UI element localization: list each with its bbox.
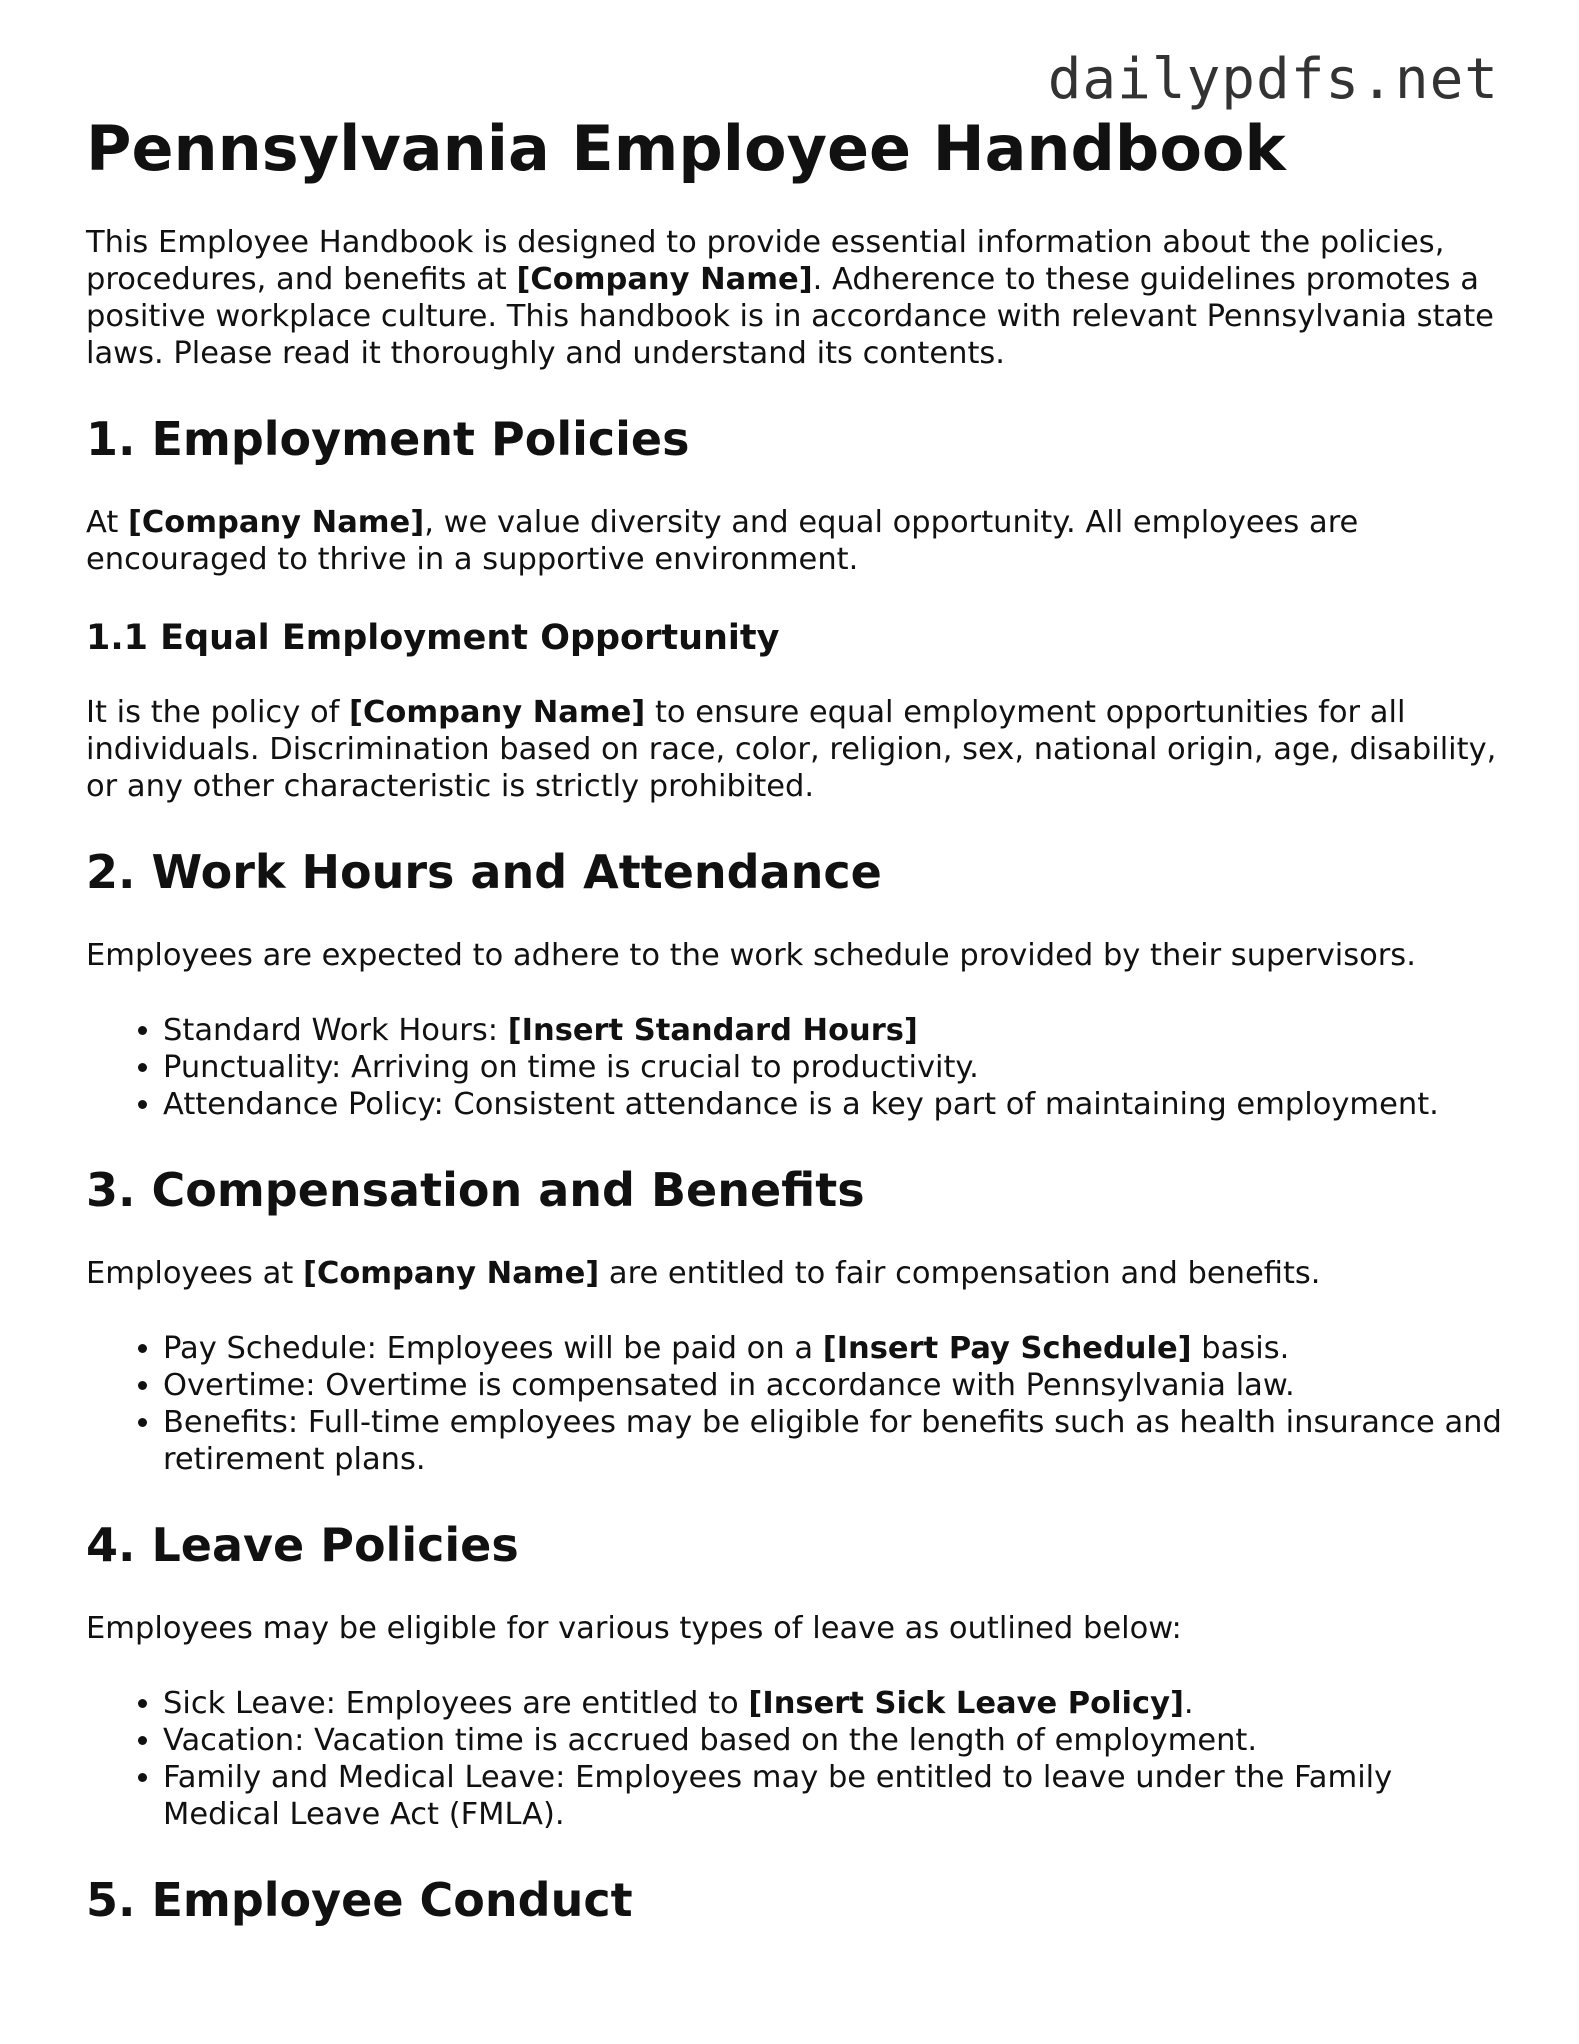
paragraph-text: It is the policy of — [86, 695, 350, 730]
list-item — [163, 1086, 1506, 1123]
paragraph-text: to ensure equal employment opportunities for all individuals. Discrimination based on race, color, religion, sex, national origin, age, disability, or any other characteristic is strictly prohibited. — [86, 695, 1497, 804]
leave-policies-paragraph: Employees may be eligible for various types of leave as outlined below: — [86, 1611, 1182, 1646]
section-heading-employee-conduct: 5. Employee Conduct — [86, 1873, 633, 1927]
paragraph-text: Employees at — [86, 1256, 303, 1291]
paragraph-text: are entitled to fair compensation and benefits. — [599, 1256, 1321, 1291]
section-heading-work-hours: 2. Work Hours and Attendance — [86, 845, 882, 899]
company-name-placeholder: [Company Name] — [516, 262, 813, 297]
section-heading-compensation: 3. Compensation and Benefits — [86, 1163, 865, 1217]
compensation-list — [86, 1330, 1506, 1478]
pay-schedule-placeholder: [Insert Pay Schedule] — [822, 1331, 1192, 1366]
standard-hours-placeholder: [Insert Standard Hours] — [507, 1013, 918, 1048]
sick-leave-placeholder: [Insert Sick Leave Policy] — [748, 1686, 1184, 1721]
list-item — [163, 1759, 1506, 1833]
list-item-text: Punctuality: Arriving on time is crucial to productivity. — [163, 1050, 979, 1085]
subsection-heading-equal-employment: 1.1 Equal Employment Opportunity — [86, 618, 780, 658]
list-item — [163, 1367, 1506, 1404]
list-item-text: Pay Schedule: Employees will be paid on a — [163, 1331, 823, 1366]
company-name-placeholder: [Company Name] — [127, 505, 425, 540]
list-item — [163, 1012, 1506, 1049]
watermark: dailypdfs.net — [1047, 47, 1499, 112]
list-item-text: . — [1183, 1686, 1194, 1721]
list-item-text: Standard Work Hours: — [163, 1013, 508, 1048]
compensation-paragraph — [86, 1255, 1506, 1292]
company-name-placeholder: [Company Name] — [349, 695, 646, 730]
leave-policies-list — [86, 1685, 1506, 1833]
section-heading-leave-policies: 4. Leave Policies — [86, 1518, 519, 1572]
list-item — [163, 1404, 1506, 1478]
list-item-text: Overtime: Overtime is compensated in accordance with Pennsylvania law. — [163, 1368, 1295, 1403]
document-page — [86, 108, 1506, 1965]
section-heading-employment-policies: 1. Employment Policies — [86, 412, 690, 466]
list-item-text: basis. — [1191, 1331, 1290, 1366]
employment-policies-paragraph — [86, 504, 1506, 578]
intro-text-after: . Adherence to these guidelines promotes a positive workplace culture. This handbook is in accordance with relevant Pennsylvania state laws. Please read it thoroughly and understand its contents. — [86, 262, 1494, 371]
company-name-placeholder: [Company Name] — [303, 1256, 600, 1291]
list-item-text: Family and Medical Leave: Employees may be entitled to leave under the Family Medical Leave Act (FMLA). — [163, 1760, 1393, 1832]
list-item-text: Benefits: Full-time employees may be eligible for benefits such as health insurance and retirement plans. — [163, 1405, 1502, 1477]
list-item-text: Attendance Policy: Consistent attendance is a key part of maintaining employment. — [163, 1087, 1439, 1122]
paragraph-text: , we value diversity and equal opportunity. All employees are encouraged to thrive in a supportive environment. — [86, 505, 1359, 577]
intro-paragraph — [86, 224, 1506, 372]
equal-employment-paragraph — [86, 694, 1506, 805]
paragraph-text: At — [86, 505, 128, 540]
list-item — [163, 1330, 1506, 1367]
list-item — [163, 1722, 1506, 1759]
list-item-text: Vacation: Vacation time is accrued based on the length of employment. — [163, 1723, 1258, 1758]
document-title: Pennsylvania Employee Handbook — [86, 112, 1286, 185]
list-item-text: Sick Leave: Employees are entitled to — [163, 1686, 749, 1721]
list-item — [163, 1685, 1506, 1722]
work-hours-list — [86, 1012, 1506, 1123]
list-item — [163, 1049, 1506, 1086]
work-hours-paragraph: Employees are expected to adhere to the work schedule provided by their supervisors. — [86, 938, 1416, 973]
intro-text-before: This Employee Handbook is designed to provide essential information about the policies, procedures, and benefits at — [86, 225, 1445, 297]
